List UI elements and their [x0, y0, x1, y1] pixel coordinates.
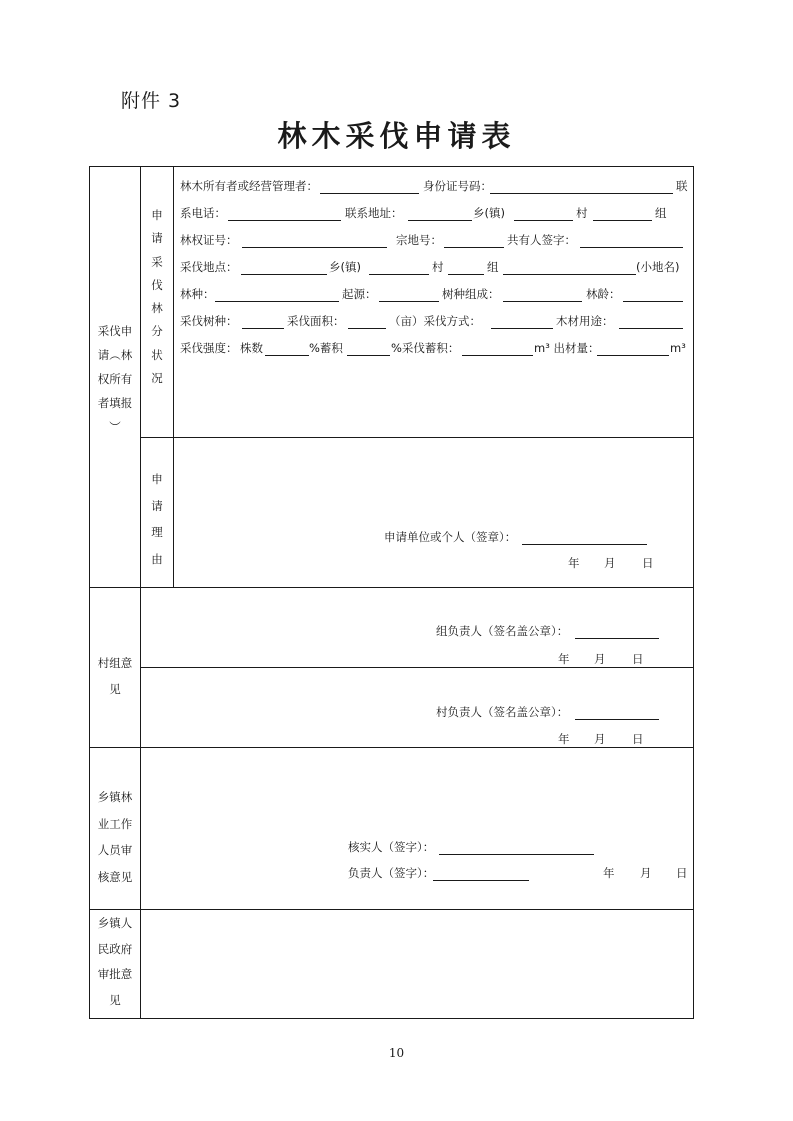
- cut-location-label: 采伐地点：: [180, 260, 238, 274]
- timber-use-field[interactable]: [619, 328, 683, 329]
- forestry-year: 年: [603, 866, 615, 880]
- page-number: 10: [388, 1046, 405, 1060]
- co-owner-sign-field[interactable]: [580, 247, 683, 248]
- group-field[interactable]: [593, 220, 652, 221]
- small-place-field[interactable]: [503, 274, 636, 275]
- parcel-no-label: 宗地号：: [396, 233, 442, 247]
- id-number-label: 身份证号码：: [423, 179, 492, 193]
- responsible-field[interactable]: [433, 880, 529, 881]
- attachment-label: 附件 3: [121, 90, 182, 112]
- cut-method-label: （亩）采伐方式：: [389, 314, 481, 328]
- forest-cert-label: 林权证号：: [180, 233, 238, 247]
- stems-field[interactable]: [265, 355, 309, 356]
- village-opinion-label: 村组意 见: [97, 656, 133, 696]
- forest-type-label: 林种：: [180, 287, 215, 301]
- form-title: 林木采伐申请表: [277, 119, 516, 153]
- stems-label: 株数: [240, 341, 263, 355]
- forest-age-label: 林龄：: [586, 287, 621, 301]
- village-year: 年: [558, 732, 570, 746]
- cut-area-label: 采伐面积：: [287, 314, 345, 328]
- reason-month: 月: [604, 556, 616, 570]
- forestry-month: 月: [640, 866, 652, 880]
- m3-out-label: m³ 出材量：: [534, 341, 600, 355]
- contact-label-part1: 联: [676, 179, 688, 193]
- pct-stock-label: %蓄积: [309, 341, 343, 355]
- group-head-field[interactable]: [575, 638, 659, 639]
- cut-species-field[interactable]: [242, 328, 284, 329]
- reason-label: 申 请 理 由: [151, 472, 163, 566]
- timber-out-field[interactable]: [597, 355, 669, 356]
- village-head-field[interactable]: [575, 719, 659, 720]
- contact-label-part2: 系电话：: [180, 206, 226, 220]
- timber-use-label: 木材用途：: [556, 314, 614, 328]
- reason-year: 年: [568, 556, 580, 570]
- pct-cut-stock-label: %采伐蓄积：: [391, 341, 460, 355]
- verifier-label: 核实人（签字）：: [348, 840, 435, 854]
- group-day: 日: [632, 652, 644, 666]
- species-comp-label: 树种组成：: [442, 287, 500, 301]
- pct-stock-field[interactable]: [347, 355, 390, 356]
- cut-township-field[interactable]: [241, 274, 327, 275]
- cut-group-field[interactable]: [448, 274, 484, 275]
- reason-day: 日: [642, 556, 654, 570]
- forestry-day: 日: [676, 866, 688, 880]
- responsible-label: 负责人（签字）：: [348, 866, 435, 880]
- parcel-no-field[interactable]: [444, 247, 504, 248]
- intensity-label: 采伐强度：: [180, 341, 238, 355]
- m3-unit: m³: [670, 341, 686, 355]
- applicant-sign-label: 申请单位或个人（签章）：: [384, 530, 517, 544]
- condition-label: 申 请 采 伐 林 分 状 况: [151, 208, 163, 386]
- township-label: 乡(镇): [473, 206, 505, 220]
- village-field[interactable]: [514, 220, 573, 221]
- species-comp-field[interactable]: [503, 301, 582, 302]
- applicant-section-label: 采伐申 请︵林 权所有 者填报 ︶: [97, 324, 133, 434]
- township-field[interactable]: [408, 220, 472, 221]
- applicant-sign-field[interactable]: [522, 544, 647, 545]
- cut-township-label: 乡(镇): [329, 260, 361, 274]
- cut-village-label: 村: [432, 260, 444, 274]
- id-number-field[interactable]: [490, 193, 673, 194]
- cut-method-field[interactable]: [491, 328, 553, 329]
- village-head-label: 村负责人（签名盖公章）：: [436, 705, 569, 719]
- group-label: 组: [655, 206, 667, 220]
- cut-stock-field[interactable]: [462, 355, 533, 356]
- village-label: 村: [576, 206, 588, 220]
- origin-label: 起源：: [342, 287, 377, 301]
- phone-field[interactable]: [228, 220, 341, 221]
- address-label: 联系地址：: [345, 206, 403, 220]
- owner-field[interactable]: [320, 193, 419, 194]
- co-owner-sign-label: 共有人签字：: [507, 233, 576, 247]
- origin-field[interactable]: [379, 301, 439, 302]
- group-year: 年: [558, 652, 570, 666]
- forest-age-field[interactable]: [623, 301, 683, 302]
- cut-village-field[interactable]: [369, 274, 429, 275]
- village-day: 日: [632, 732, 644, 746]
- forest-cert-field[interactable]: [242, 247, 387, 248]
- verifier-field[interactable]: [439, 854, 594, 855]
- village-month: 月: [594, 732, 606, 746]
- forestry-review-label: 乡镇林 业工作 人员审 核意见: [97, 790, 133, 884]
- owner-label: 林木所有者或经营管理者：: [180, 179, 318, 193]
- cut-group-label: 组: [487, 260, 499, 274]
- group-month: 月: [594, 652, 606, 666]
- small-place-label: (小地名): [636, 260, 680, 274]
- cut-area-field[interactable]: [348, 328, 386, 329]
- group-head-label: 组负责人（签名盖公章）：: [436, 624, 569, 638]
- forest-type-field[interactable]: [215, 301, 339, 302]
- government-approval-label: 乡镇人 民政府 审批意 见: [97, 916, 133, 1007]
- cut-species-label: 采伐树种：: [180, 314, 238, 328]
